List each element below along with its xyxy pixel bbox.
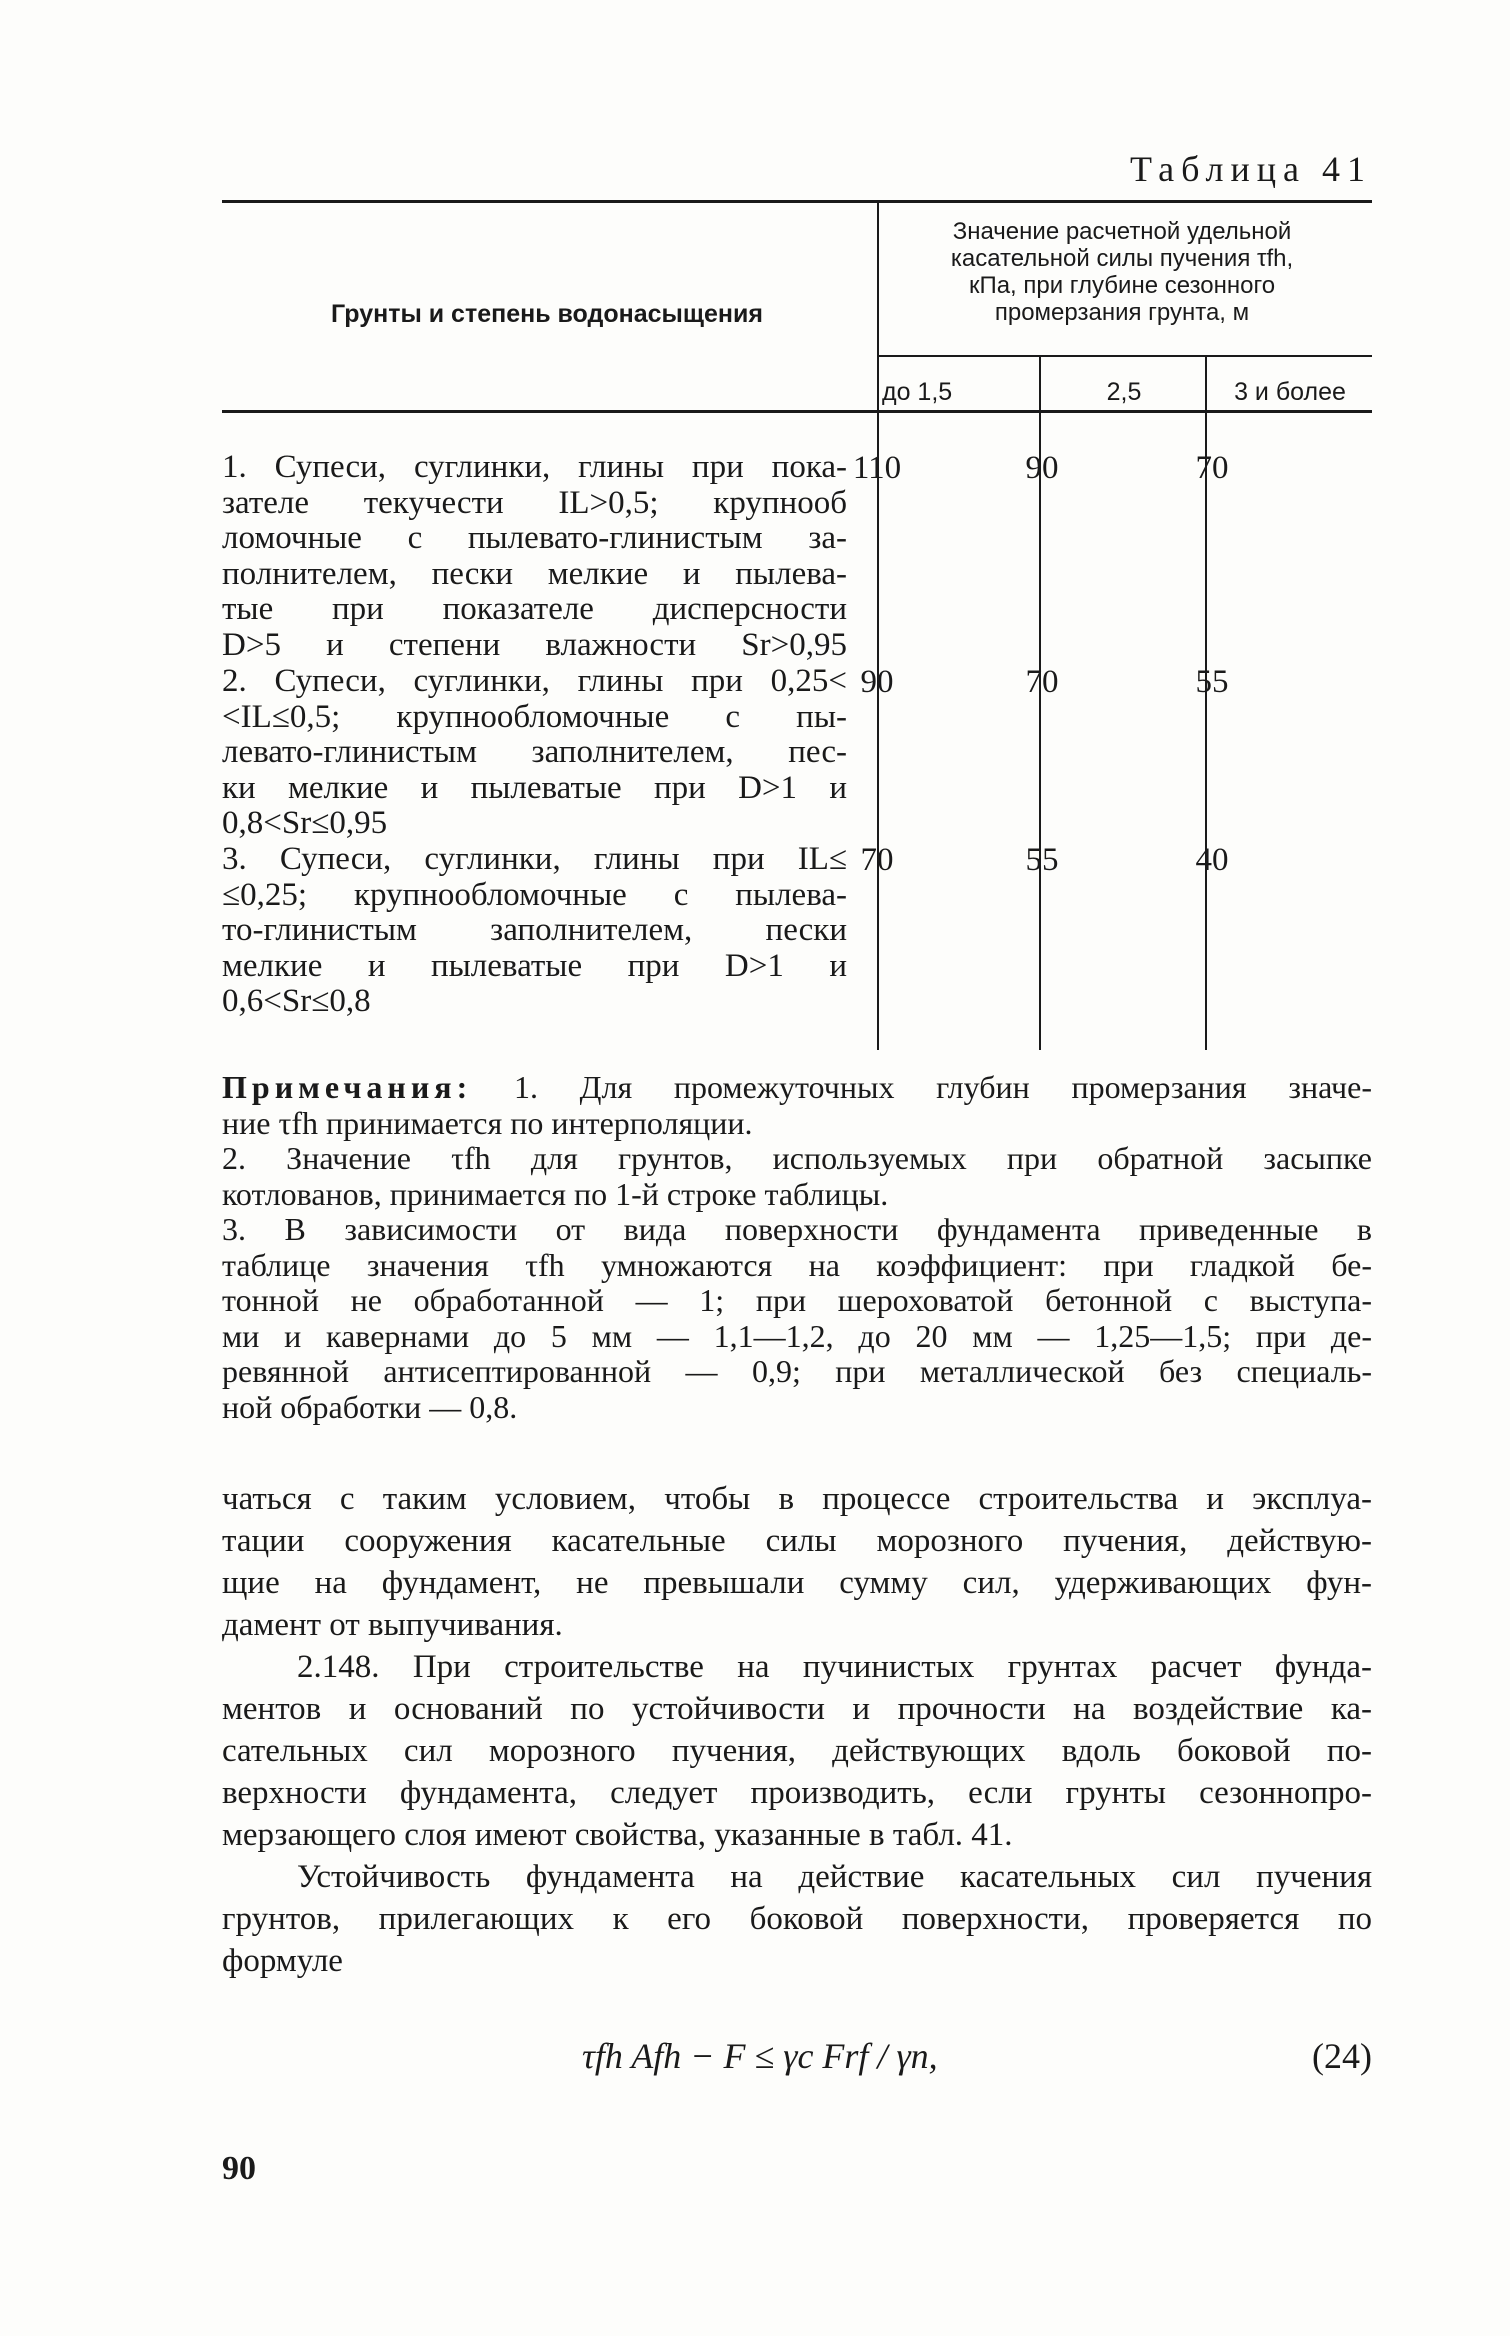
page-number: 90: [222, 2150, 256, 2187]
body-line: верхности фундамента, следует производить, если грунты сезоннопро-: [222, 1775, 1372, 1811]
header-force-value: [882, 218, 1362, 326]
body-line: тации сооружения касательные силы морозного пучения, действую-: [222, 1523, 1372, 1559]
row-2-value-2: 70: [1025, 664, 1059, 700]
notes-line: таблице значения τfh умножаются на коэффициент: при гладкой бе-: [222, 1246, 1372, 1283]
row-3-value-3: 40: [1195, 842, 1229, 878]
column-header-depth-1: до 1,5: [882, 378, 953, 406]
row-2-value-3: 55: [1195, 664, 1229, 700]
row-line: ≤0,25; крупнообломочные с пылева-: [222, 876, 847, 913]
row-line: <IL≤0,5; крупнообломочные с пы-: [222, 698, 847, 735]
row-line: зателе текучести IL>0,5; крупнооб: [222, 484, 847, 521]
row-line: тые при показателе дисперсности: [222, 591, 847, 627]
equation-number: (24): [1312, 2036, 1372, 2076]
row-line: 3. Супеси, суглинки, глины при IL≤: [222, 841, 847, 877]
notes-line: [222, 1070, 1372, 1106]
notes-title: Примечания:: [222, 1069, 473, 1105]
body-line: Устойчивость фундамента на действие касательных сил пучения: [297, 1859, 1372, 1895]
table-caption: Таблица 41: [1130, 149, 1372, 189]
notes-line: тонной не обработанной — 1; при шероховатой бетонной с выступа-: [222, 1282, 1372, 1318]
body-line: ментов и оснований по устойчивости и прочности на воздействие ка-: [222, 1691, 1372, 1727]
table-row-2-text: [222, 664, 847, 842]
row-2-value-1: 90: [860, 664, 894, 700]
row-line: то-глинистым заполнителем, пески: [222, 912, 847, 948]
body-line: грунтов, прилегающих к его боковой поверхности, проверяется по: [222, 1901, 1372, 1937]
row-line: ки мелкие и пылеватые при D>1 и: [222, 769, 847, 806]
row-line: мелкие и пылеватые при D>1 и: [222, 947, 847, 984]
table-row-1-text: [222, 450, 847, 663]
row-3-value-1: 70: [860, 842, 894, 878]
header-soil-type: Грунты и степень водонасыщения: [331, 300, 763, 328]
notes-line: котлованов, принимается по 1-й строке таблицы.: [222, 1175, 889, 1212]
table-notes: [222, 1070, 1372, 1425]
body-line: сательных сил морозного пучения, действующих вдоль боковой по-: [222, 1733, 1372, 1769]
column-header-depth-3: 3 и более: [1234, 378, 1346, 406]
row-line: ломочные с пылевато-глинистым за-: [222, 520, 847, 556]
table-top-rule: [222, 200, 1372, 203]
row-line: 1. Супеси, суглинки, глины при пока-: [222, 449, 847, 485]
column-header-depth-2: 2,5: [1106, 378, 1142, 406]
body-line: формуле: [222, 1943, 343, 1979]
body-line: щие на фундамент, не превышали сумму сил, удерживающих фун-: [222, 1565, 1372, 1601]
body-text: [222, 1478, 1372, 1982]
notes-line: 2. Значение τfh для грунтов, используемых при обратной засыпке: [222, 1140, 1372, 1176]
row-line: D>5 и степени влажности Sr>0,95: [222, 626, 847, 663]
row-line: 2. Супеси, суглинки, глины при 0,25<: [222, 663, 847, 699]
row-line: левато-глинистым заполнителем, пес-: [222, 734, 847, 770]
notes-text: 1. Для промежуточных глубин промерзания значе-: [513, 1069, 1373, 1105]
formula: τfh Afh − F ≤ γc Frf / γn,: [582, 2036, 938, 2076]
document-page: [222, 0, 1372, 2336]
row-1-value-2: 90: [1025, 450, 1059, 486]
header-line: касательной силы пучения τfh,: [950, 245, 1294, 272]
column-divider-1: [877, 200, 879, 1050]
row-1-value-1: 110: [852, 450, 902, 486]
notes-line: ревянной антисептированной — 0,9; при металлической без специаль-: [222, 1353, 1372, 1389]
row-3-value-2: 55: [1025, 842, 1059, 878]
notes-line: 3. В зависимости от вида поверхности фундамента приведенные в: [222, 1211, 1372, 1247]
row-line: полнителем, пески мелкие и пылева-: [222, 555, 847, 592]
subheader-rule: [877, 355, 1372, 357]
row-line: 0,8<Sr≤0,95: [222, 805, 388, 841]
table-row-3-text: [222, 842, 847, 1020]
notes-line: ной обработки — 0,8.: [222, 1388, 518, 1425]
header-line: промерзания грунта, м: [994, 299, 1250, 326]
header-line: Значение расчетной удельной: [952, 218, 1292, 245]
header-bottom-rule: [222, 410, 1372, 413]
body-line: дамент от выпучивания.: [222, 1607, 563, 1643]
row-line: 0,6<Sr≤0,8: [222, 983, 371, 1019]
body-line: мерзающего слоя имеют свойства, указанные в табл. 41.: [222, 1817, 1013, 1853]
header-line: кПа, при глубине сезонного: [968, 272, 1276, 299]
row-1-value-3: 70: [1195, 450, 1229, 486]
body-line: чаться с таким условием, чтобы в процессе строительства и эксплуа-: [222, 1481, 1372, 1517]
notes-line: ми и кавернами до 5 мм — 1,1—1,2, до 20 мм — 1,25—1,5; при де-: [222, 1317, 1372, 1354]
notes-line: ние τfh принимается по интерполяции.: [222, 1104, 753, 1141]
body-line: 2.148. При строительстве на пучинистых грунтах расчет фунда-: [297, 1649, 1372, 1685]
